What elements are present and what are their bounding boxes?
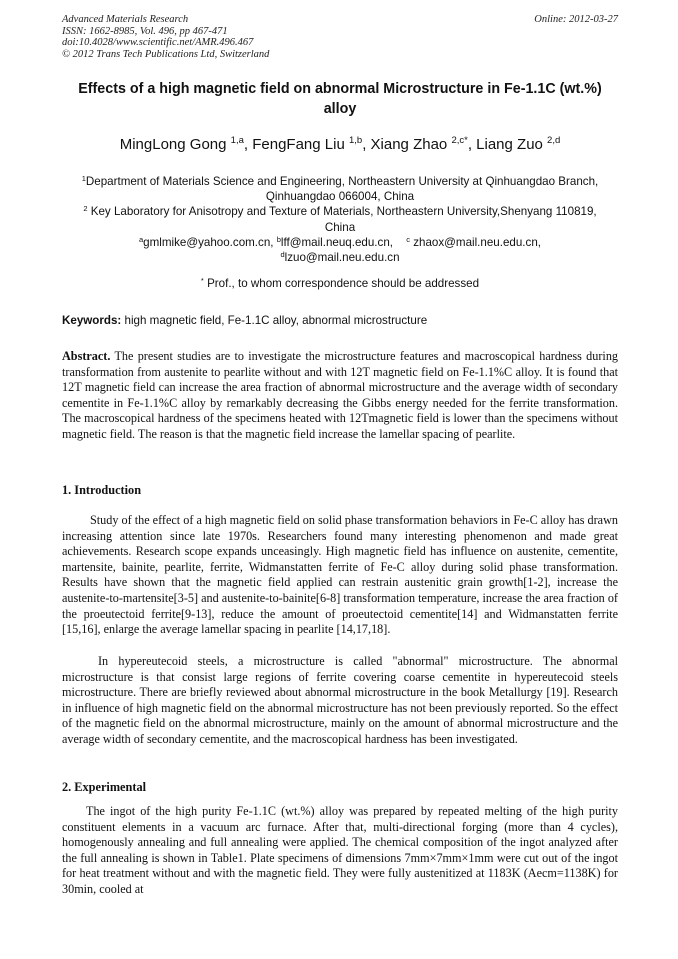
email-mark: c xyxy=(406,234,410,244)
email-address: lff@mail.neuq.edu.cn, xyxy=(280,235,393,249)
correspondence-text: Prof., to whom correspondence should be addressed xyxy=(207,277,480,290)
email-mark: a xyxy=(138,234,144,244)
copyright-line: © 2012 Trans Tech Publications Ltd, Switzerland xyxy=(62,48,270,60)
affiliation-1 xyxy=(72,174,608,204)
journal-header xyxy=(62,14,618,60)
email-address: gmlmike@yahoo.com.cn, xyxy=(143,235,274,249)
keywords-text: high magnetic field, Fe-1.1C alloy, abnormal microstructure xyxy=(124,314,428,327)
abstract-label: Abstract. xyxy=(62,349,111,363)
introduction-paragraph-2: In hypereutecoid steels, a microstructure is called "abnormal" microstructure. The abnormal microstructure is that consist large regions of ferrite covering coarse cementite in hypereutecoid steels microstructure. There are briefly reviewed about abnormal microstructure in the book Metallurgy [19]. Research in influence of high magnetic field on the abnormal microstructure has not been previously reported. So the effect of the magnetic field on the abnormal microstructure, mainly on the amount of abnormal microstructure and the average width of secondary cementite, and the macroscopical hardness has been investigated. xyxy=(62,654,618,746)
issn-line: ISSN: 1662-8985, Vol. 496, pp 467-471 xyxy=(62,25,228,37)
affiliations xyxy=(72,174,608,265)
author-name: Liang Zuo xyxy=(476,136,543,153)
author-name: FengFang Liu xyxy=(252,136,345,153)
introduction-paragraph-1: Study of the effect of a high magnetic field on solid phase transformation behaviors in Fe-C alloy has drawn increasing attention since late 1970s. Researchers found many interesting phenomenon and made great achievements. Research scope expands unceasingly. High magnetic field has influence on austenite, cementite, martensite, bainite, pearlite, ferrite, Widmanstatten ferrite of Fe-C alloy during solid phase transformation. Results have shown that the magnetic field applied can restrain austenitic grain growth[1-2], increase the austenite-to-martensite[3-5] and austenite-to-bainite[6-8] transformation temperature, increase the area fraction of the proeutectoid ferrite[9-13], reduce the amount of proeutectoid cementite[14] and Widmanstatten ferrite [15,16], enlarge the average lamellar spacing in pearlite [14,17,18]. xyxy=(62,513,618,637)
author-affiliation-mark: 1,a xyxy=(230,135,244,146)
email-mark: d xyxy=(280,250,285,260)
doi-line: doi:10.4028/www.scientific.net/AMR.496.467 xyxy=(62,37,254,49)
email-line xyxy=(72,235,608,250)
affiliation-mark: 1 xyxy=(81,174,86,183)
affiliation-text: Department of Materials Science and Engineering, Northeastern University at Qinhuangdao Branch, Qinhuangdao 066004, China xyxy=(85,175,599,204)
affiliation-mark: 2 xyxy=(83,204,88,214)
section-heading-introduction: 1. Introduction xyxy=(62,483,142,497)
email-line xyxy=(72,250,608,265)
abstract-text: The present studies are to investigate the microstructure features and macroscopical hardness during transformation from austenite to pearlite without and with 12T magnetic field on Fe-1.1%C alloy. It is found that 12T magnetic field can increase the area fraction of abnormal microstructure and the average width of secondary cementite in Fe-1.1%C alloy by remarkably decreasing the Gibbs energy needed for the ferrite transformation. The macroscopical hardness of the specimens heated with 12Tmagnetic field is lower than the specimens without magnetic field. The reason is that the magnetic field increase the lamellar spacing of pearlite. xyxy=(62,349,619,441)
section-heading-experimental: 2. Experimental xyxy=(62,780,147,794)
author-separator: , xyxy=(467,136,477,153)
correspondence-note xyxy=(62,276,618,291)
affiliation-2 xyxy=(72,204,608,234)
paper-title: Effects of a high magnetic field on abnormal Microstructure in Fe-1.1C (wt.%) alloy xyxy=(78,81,602,117)
affiliation-text: Key Laboratory for Anisotropy and Texture of Materials, Northeastern University,Shenyang 110819, China xyxy=(90,205,597,234)
experimental-paragraph-1: The ingot of the high purity Fe-1.1C (wt.%) alloy was prepared by repeated melting of the high purity constituent elements in a vacuum arc furnace. After that, multi-directional forging (more than 4 cycles), homogenously annealing and full annealing were applied. The chemical composition of the ingot analyzed after the full annealing is shown in Table1. Plate specimens of dimensions 7mm×7mm×1mm were cut out of the ingot for heat treatment without and with the magnetic field. They were fully austenitized at 1183K (Aecm=1138K) for 30min, cooled at xyxy=(62,804,618,896)
author-affiliation-mark: 2,c* xyxy=(451,135,468,146)
author-separator: , xyxy=(243,136,253,153)
email-address: lzuo@mail.neu.edu.cn xyxy=(284,251,400,265)
author-affiliation-mark: 1,b xyxy=(348,135,363,146)
email-mark: b xyxy=(276,234,281,244)
author-name: MingLong Gong xyxy=(119,136,227,153)
author-name: Xiang Zhao xyxy=(370,136,448,153)
keywords-label: Keywords: xyxy=(62,314,122,327)
author-separator: , xyxy=(362,136,371,153)
keywords xyxy=(62,313,618,328)
email-address: zhaox@mail.neu.edu.cn, xyxy=(413,235,541,249)
journal-name: Advanced Materials Research xyxy=(62,14,189,25)
abstract xyxy=(62,349,618,443)
online-date: Online: 2012-03-27 xyxy=(534,14,618,25)
author-affiliation-mark: 2,d xyxy=(547,135,561,146)
author-list xyxy=(62,135,618,155)
correspondence-mark: * xyxy=(200,276,204,285)
